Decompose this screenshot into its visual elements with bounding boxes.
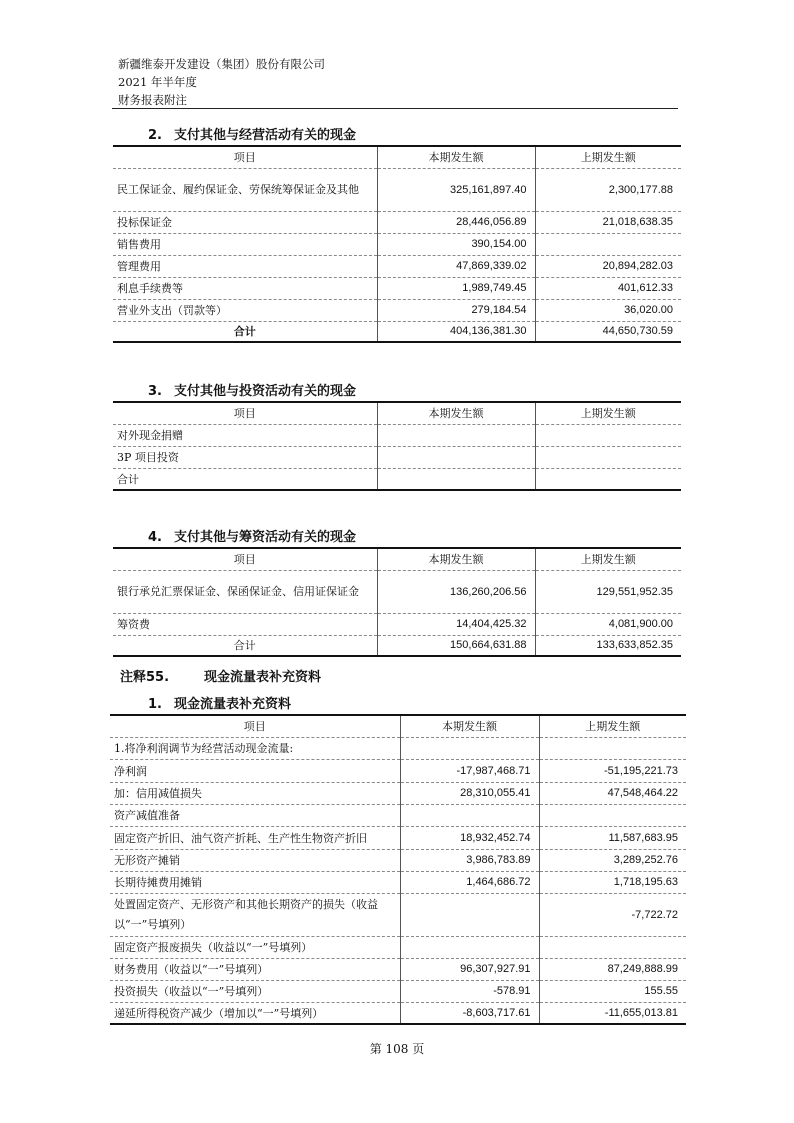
document-type: 财务报表附注 [118, 93, 187, 107]
column-header: 本期发生额 [377, 402, 535, 424]
column-header: 上期发生额 [535, 548, 681, 570]
column-header: 上期发生额 [535, 402, 681, 424]
column-header: 上期发生额 [539, 715, 686, 737]
table-row: 固定资产报废损失（收益以“一”号填列） [110, 936, 686, 958]
note-55-heading: 注释55. 现金流量表补充资料 [120, 670, 322, 685]
column-header: 项目 [113, 402, 377, 424]
section-title-cashflow-supplement: 1. 现金流量表补充资料 [148, 697, 292, 712]
table-row: 1.将净利润调节为经营活动现金流量: [110, 737, 686, 759]
table-row: 资产减值准备 [110, 804, 686, 826]
table-row: 筹资费 14,404,425.32 4,081,900.00 [113, 613, 681, 635]
page-number: 第 108 页 [369, 1042, 425, 1056]
table-row: 利息手续费等 1,989,749.45 401,612.33 [113, 277, 681, 299]
table-row: 加：信用减值损失 28,310,055.41 47,548,464.22 [110, 782, 686, 804]
table-operating-cash [113, 145, 681, 343]
document-header [118, 55, 678, 109]
total-row: 合计 150,664,631.88 133,633,852.35 [113, 635, 681, 656]
table-row: 营业外支出（罚款等） 279,184.54 36,020.00 [113, 299, 681, 321]
table-row: 管理费用 47,869,339.02 20,894,282.03 [113, 255, 681, 277]
section-title-financing: 4. 支付其他与筹资活动有关的现金 [148, 530, 357, 545]
table-row: 财务费用（收益以“一”号填列） 96,307,927.91 87,249,888.99 [110, 958, 686, 980]
table-financing-cash [113, 547, 681, 657]
table-row: 递延所得税资产减少（增加以“一”号填列） -8,603,717.61 -11,655,013.81 [110, 1002, 686, 1024]
column-header: 上期发生额 [535, 146, 681, 168]
section-title-investing: 3. 支付其他与投资活动有关的现金 [148, 384, 357, 399]
total-row: 合计 404,136,381.30 44,650,730.59 [113, 321, 681, 342]
table-investing-cash [113, 401, 681, 491]
column-header: 本期发生额 [377, 146, 535, 168]
table-row: 对外现金捐赠 [113, 424, 681, 446]
table-row: 投标保证金 28,446,056.89 21,018,638.35 [113, 211, 681, 233]
table-row: 固定资产折旧、油气资产折耗、生产性生物资产折旧 18,932,452.74 11,587,683.95 [110, 826, 686, 849]
section-title-operating: 2. 支付其他与经营活动有关的现金 [148, 128, 357, 143]
header-divider [112, 108, 678, 109]
table-row: 投资损失（收益以“一”号填列） -578.91 155.55 [110, 980, 686, 1002]
column-header: 项目 [113, 146, 377, 168]
column-header: 本期发生额 [400, 715, 539, 737]
table-row: 银行承兑汇票保证金、保函保证金、信用证保证金 136,260,206.56 129,551,952.35 [113, 570, 681, 613]
report-period: 2021 年半年度 [118, 75, 197, 89]
total-row: 合计 [113, 468, 681, 490]
table-row: 净利润 -17,987,468.71 -51,195,221.73 [110, 759, 686, 782]
column-header: 本期发生额 [377, 548, 535, 570]
table-row: 处置固定资产、无形资产和其他长期资产的损失（收益以“一”号填列） -7,722.72 [110, 893, 686, 936]
company-name: 新疆维泰开发建设（集团）股份有限公司 [118, 57, 325, 71]
table-cashflow-supplement [110, 714, 686, 1025]
table-row: 销售费用 390,154.00 [113, 233, 681, 255]
table-row: 长期待摊费用摊销 1,464,686.72 1,718,195.63 [110, 871, 686, 893]
table-row: 民工保证金、履约保证金、劳保统筹保证金及其他 325,161,897.40 2,300,177.88 [113, 168, 681, 211]
column-header: 项目 [113, 548, 377, 570]
table-row: 3P 项目投资 [113, 446, 681, 468]
table-row: 无形资产摊销 3,986,783.89 3,289,252.76 [110, 849, 686, 871]
column-header: 项目 [110, 715, 400, 737]
